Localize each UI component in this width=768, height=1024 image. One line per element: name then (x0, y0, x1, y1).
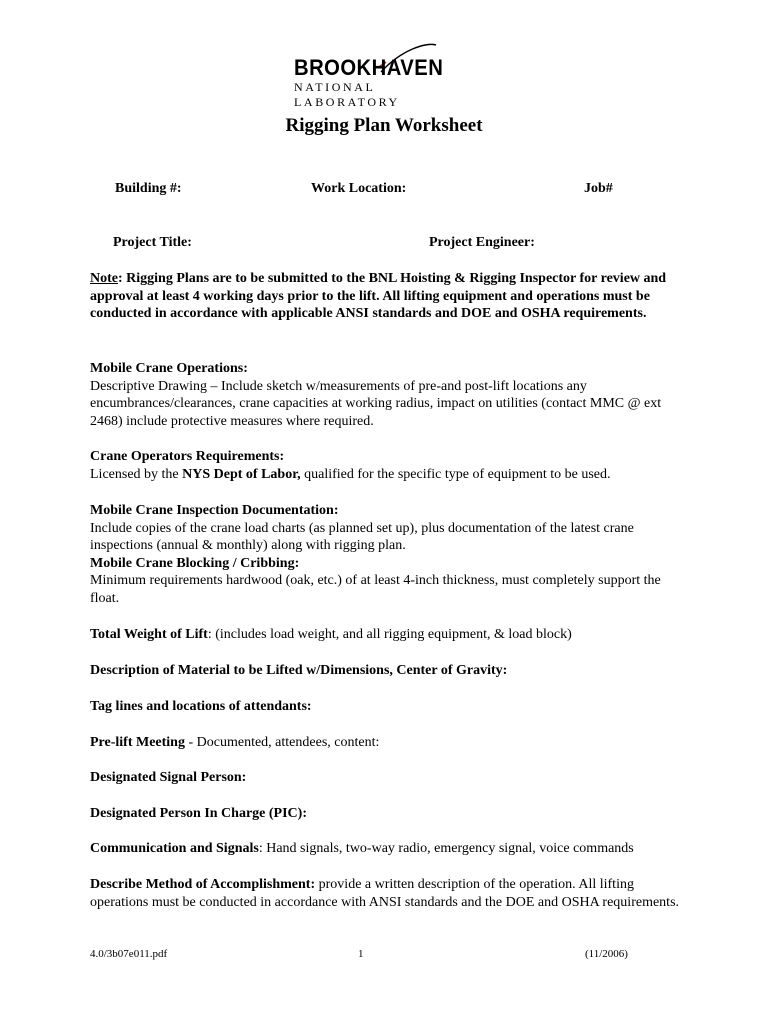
section-heading: Description of Material to be Lifted w/Dimensions, Center of Gravity: (90, 663, 508, 678)
section-prelift-meeting (90, 734, 690, 752)
section-heading: Mobile Crane Operations: (90, 361, 248, 376)
section-heading: Crane Operators Requirements: (90, 449, 285, 464)
section-text: Include copies of the crane load charts (as planned set up), plus documentation of the latest crane inspections (annual & monthly) along with rigging plan. (90, 520, 634, 553)
section-heading: Communication and Signals (90, 841, 259, 856)
section-text: Licensed by the (90, 466, 183, 482)
section-text: qualified for the specific type of equipment to be used. (300, 466, 611, 482)
section-person-in-charge (90, 805, 690, 823)
section-heading: Designated Signal Person: (90, 770, 247, 785)
section-heading: Mobile Crane Inspection Documentation: (90, 503, 339, 518)
section-crane-operators (90, 448, 690, 483)
work-location-field-label: Work Location: (311, 181, 407, 196)
section-method (90, 876, 690, 911)
project-title-field-label: Project Title: (113, 235, 192, 250)
building-field-label: Building #: (115, 181, 182, 196)
section-text: Descriptive Drawing – Include sketch w/measurements of pre-and post-lift locations any encumbrances/clearances, crane capacities at working radius, impact on utilities (contact MMC @ ext 2468) include protective measures where required. (90, 378, 662, 429)
section-heading: Designated Person In Charge (PIC): (90, 806, 307, 821)
section-description-material (90, 662, 690, 680)
section-text-bold: NYS Dept of Labor, (182, 466, 301, 482)
section-heading: Describe Method of Accomplishment: (90, 877, 316, 892)
note-label: Note (90, 271, 118, 286)
job-field-label: Job# (584, 181, 613, 196)
footer-filename: 4.0/3b07e011.pdf (90, 948, 168, 960)
brookhaven-logo (286, 40, 486, 109)
section-text: provide a written description of the operation. All lifting operations must be conducted in accordance with ANSI standards and the DOE and OSHA requirements. (90, 877, 680, 910)
section-mobile-crane-operations (90, 360, 690, 430)
page-title: Rigging Plan Worksheet (285, 115, 483, 136)
section-communication (90, 840, 690, 858)
section-tag-lines (90, 698, 690, 716)
project-engineer-field-label: Project Engineer: (429, 235, 535, 250)
section-inspection-documentation (90, 502, 690, 607)
footer-date: (11/2006) (585, 948, 628, 960)
section-text: - Documented, attendees, content: (184, 735, 380, 750)
logo-main-text: BROOKHAVEN (294, 55, 444, 80)
section-signal-person (90, 769, 690, 787)
section-heading: Tag lines and locations of attendants: (90, 699, 312, 714)
section-text: Minimum requirements hardwood (oak, etc.) of at least 4-inch thickness, must completely support the float. (90, 573, 661, 606)
note-text: : Rigging Plans are to be submitted to the BNL Hoisting & Rigging Inspector for review and approval at least 4 working days prior to the lift. All lifting equipment and operations must be conducted in accordance with applicable ANSI standards and DOE and OSHA requirements. (90, 271, 667, 321)
section-heading: Total Weight of Lift (90, 627, 208, 642)
note-paragraph (90, 270, 690, 323)
section-text: : Hand signals, two-way radio, emergency signal, voice commands (258, 841, 634, 856)
section-heading: Pre-lift Meeting (90, 735, 185, 750)
section-total-weight (90, 626, 690, 644)
footer-page-number: 1 (358, 948, 364, 960)
section-heading: Mobile Crane Blocking / Cribbing: (90, 555, 300, 571)
section-text: : (includes load weight, and all rigging equipment, & load block) (207, 627, 572, 642)
logo-sub-text: NATIONAL LABORATORY (294, 80, 400, 109)
